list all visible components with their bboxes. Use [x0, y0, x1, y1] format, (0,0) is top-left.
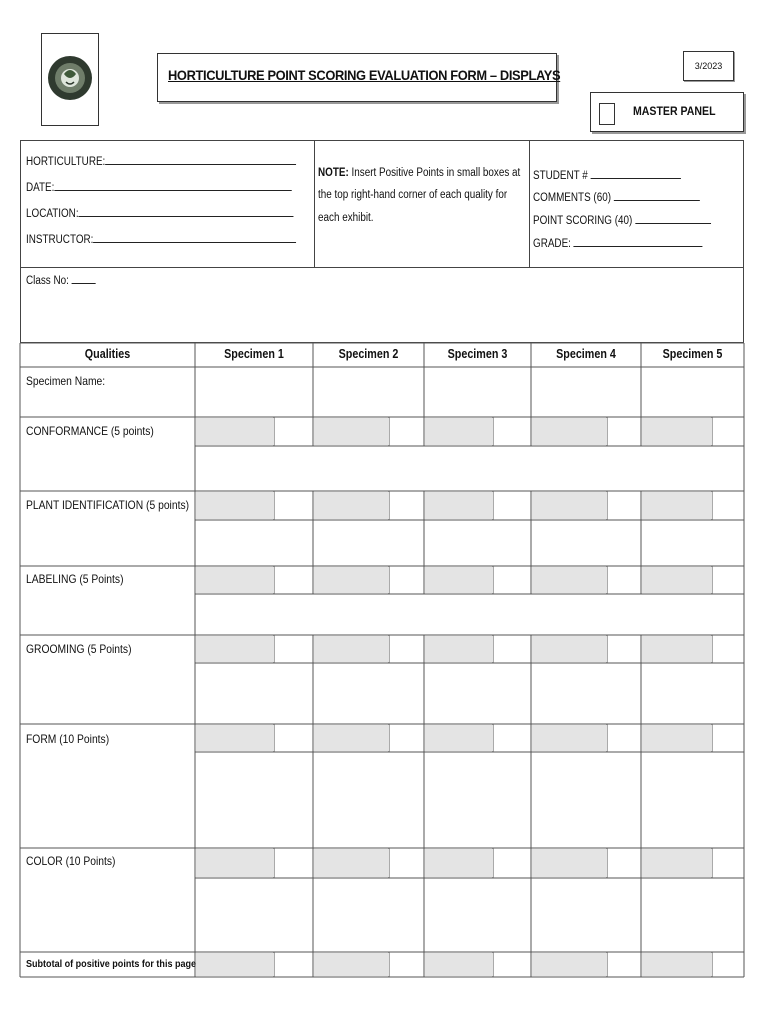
note-line-2: the top right-hand corner of each quality for [318, 189, 508, 201]
quality-form: FORM (10 Points) [26, 732, 110, 746]
points-entry-cell[interactable] [314, 636, 389, 662]
points-entry-cell[interactable] [532, 953, 607, 976]
comments-label: COMMENTS (60) [533, 192, 612, 204]
quality-plant-identification: PLANT IDENTIFICATION (5 points) [26, 498, 190, 512]
points-entry-cell[interactable] [314, 418, 389, 445]
points-entry-cell[interactable] [196, 636, 274, 662]
header-specimen-5: Specimen 5 [662, 347, 723, 361]
points-entry-cell[interactable] [314, 849, 389, 877]
class-number-label: Class No: [26, 275, 69, 287]
header-specimen-1: Specimen 1 [224, 347, 284, 361]
points-entry-cell[interactable] [425, 492, 493, 519]
point-scoring-label: POINT SCORING (40) [533, 215, 633, 227]
points-entry-cell[interactable] [425, 725, 493, 751]
points-entry-cell[interactable] [196, 953, 274, 976]
instructor-label: INSTRUCTOR: [26, 234, 94, 246]
quality-grooming: GROOMING (5 Points) [26, 642, 132, 656]
points-entry-cell[interactable] [425, 849, 493, 877]
note-label: NOTE: [318, 167, 349, 179]
quality-conformance: CONFORMANCE (5 points) [26, 424, 154, 438]
points-entry-cell[interactable] [532, 849, 607, 877]
note-line-3: each exhibit. [318, 212, 374, 224]
note-line-1: NOTE: Insert Positive Points in small boxes at [318, 167, 521, 179]
points-entry-cell[interactable] [196, 492, 274, 519]
points-entry-cell[interactable] [425, 418, 493, 445]
points-entry-cell[interactable] [532, 418, 607, 445]
points-entry-cell[interactable] [642, 725, 712, 751]
student-label: STUDENT # [533, 170, 588, 182]
points-entry-cell[interactable] [642, 418, 712, 445]
points-entry-cell[interactable] [314, 725, 389, 751]
horticulture-label: HORTICULTURE: [26, 156, 106, 168]
form-date: 3/2023 [683, 51, 734, 81]
header-specimen-3: Specimen 3 [447, 347, 508, 361]
points-entry-cell[interactable] [425, 636, 493, 662]
header-specimen-4: Specimen 4 [556, 347, 616, 361]
points-entry-cell[interactable] [314, 953, 389, 976]
header-specimen-2: Specimen 2 [338, 347, 399, 361]
header-qualities: Qualities [84, 347, 131, 361]
location-label: LOCATION: [26, 208, 79, 220]
points-entry-cell[interactable] [642, 636, 712, 662]
points-entry-cell[interactable] [642, 953, 712, 976]
quality-color: COLOR (10 Points) [26, 854, 116, 868]
specimen-name-label: Specimen Name: [26, 374, 106, 388]
points-entry-cell[interactable] [196, 418, 274, 445]
points-entry-cell[interactable] [532, 636, 607, 662]
points-entry-cell[interactable] [314, 492, 389, 519]
points-entry-cell[interactable] [196, 567, 274, 593]
points-entry-cell[interactable] [425, 567, 493, 593]
points-entry-cell[interactable] [532, 725, 607, 751]
points-entry-cell[interactable] [532, 567, 607, 593]
form-title: HORTICULTURE POINT SCORING EVALUATION FORM – DISPLAYS [168, 67, 561, 83]
points-entry-cell[interactable] [425, 953, 493, 976]
points-entry-cell[interactable] [642, 492, 712, 519]
points-entry-cell[interactable] [196, 725, 274, 751]
grade-label: GRADE: [533, 238, 571, 250]
date-label: DATE: [26, 182, 55, 194]
points-entry-cell[interactable] [196, 849, 274, 877]
subtotal-label: Subtotal of positive points for this page [26, 958, 197, 970]
points-entry-cell[interactable] [642, 567, 712, 593]
master-panel-label: MASTER PANEL [633, 104, 716, 118]
points-entry-cell[interactable] [642, 849, 712, 877]
points-entry-cell[interactable] [314, 567, 389, 593]
quality-labeling: LABELING (5 Points) [26, 572, 124, 586]
points-entry-cell[interactable] [532, 492, 607, 519]
